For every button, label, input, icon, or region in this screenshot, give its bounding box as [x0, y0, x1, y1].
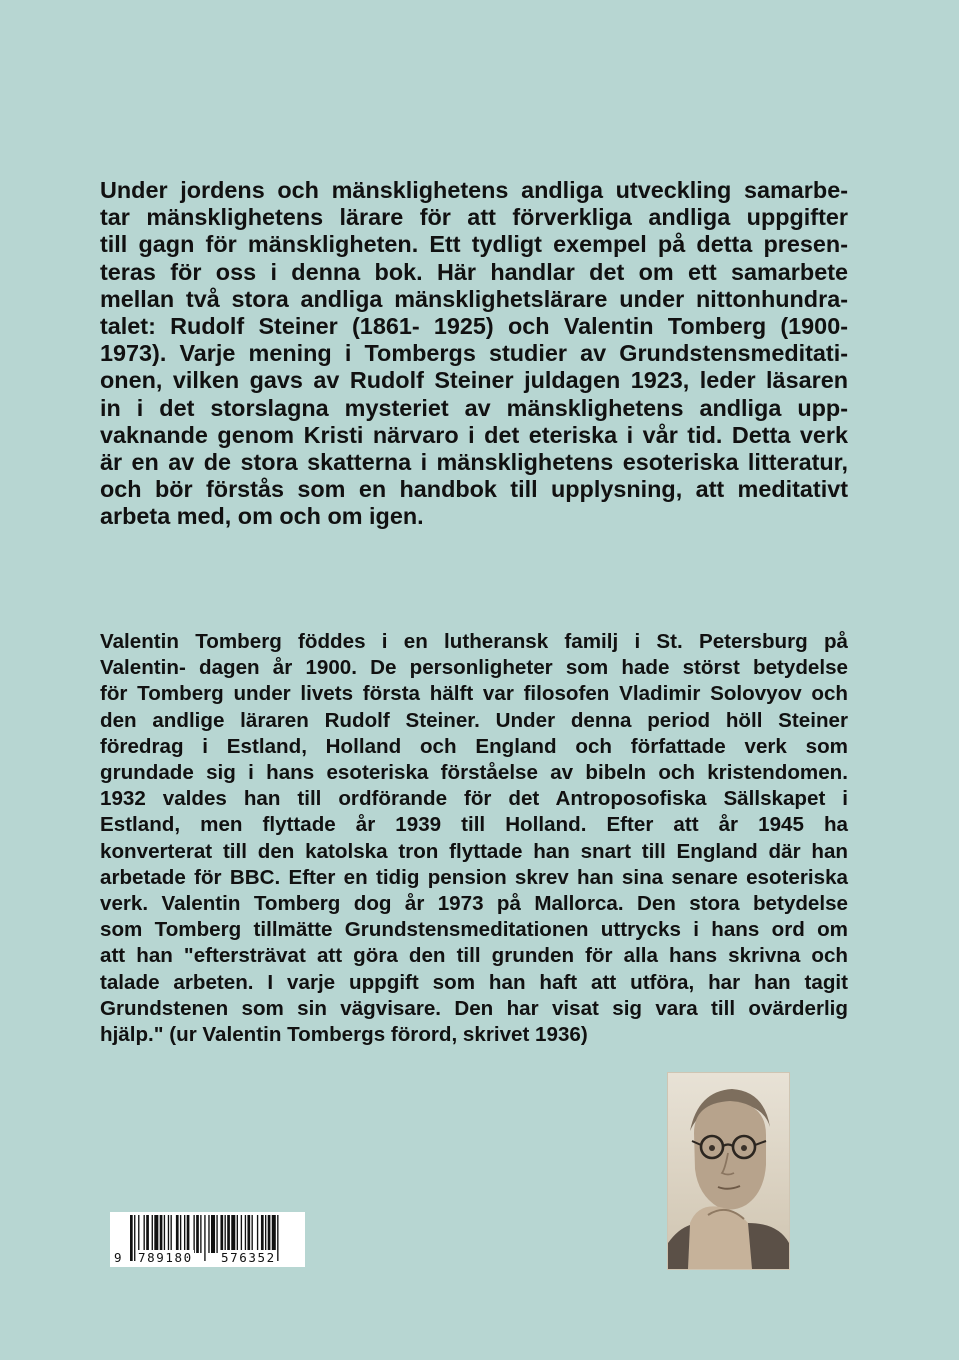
- barcode-bar: [134, 1215, 135, 1261]
- summary-line: 1973). Varje mening i Tombergs studier av Grundstensmeditati-: [100, 340, 848, 367]
- barcode-bar: [176, 1215, 179, 1253]
- barcode-bar: [193, 1215, 194, 1253]
- summary-line: till gagn för mänskligheten. Ett tydligt exempel på detta presen-: [100, 231, 848, 258]
- summary-line: in i det storslagna mysteriet av mänsklighetens andliga upp-: [100, 394, 848, 421]
- barcode-bar: [180, 1215, 181, 1253]
- barcode-bar: [204, 1215, 205, 1261]
- isbn-barcode: [110, 1212, 305, 1267]
- summary-line: arbeta med, om och om igen.: [100, 503, 424, 530]
- barcode-bar: [231, 1215, 235, 1253]
- summary-line: vaknande genom Kristi närvaro i det eteriska i vår tid. Detta verk: [100, 421, 848, 448]
- barcode-bar: [265, 1215, 266, 1253]
- barcode-bar: [152, 1215, 153, 1253]
- barcode-bar: [241, 1215, 242, 1253]
- barcode-bar: [268, 1215, 271, 1253]
- bio-line: Grundstenen som sin vägvisare. Den har visat sig vara till ovärderlig: [100, 996, 848, 1020]
- barcode-bar: [252, 1215, 253, 1253]
- barcode-bar: [146, 1215, 149, 1253]
- barcode-bar: [220, 1215, 223, 1253]
- barcode-bar: [227, 1215, 230, 1253]
- summary-line: Under jordens och mänsklighetens andliga utveckling samarbe-: [100, 177, 848, 203]
- barcode-bar: [130, 1215, 133, 1261]
- barcode-bar: [272, 1215, 276, 1253]
- barcode-bar: [154, 1215, 158, 1253]
- summary-line: och bör förstås som en handbok till upplysning, att meditativt: [100, 476, 848, 503]
- barcode-bar: [225, 1215, 226, 1253]
- summary-paragraph: [100, 177, 848, 531]
- barcode-bar: [257, 1215, 258, 1253]
- bio-line: för Tomberg under livets första hälft var filosofen Vladimir Solovyov och: [100, 682, 848, 706]
- barcode-bar: [216, 1215, 217, 1253]
- barcode-bar: [160, 1215, 163, 1253]
- summary-line: talet: Rudolf Steiner (1861- 1925) och Valentin Tomberg (1900-: [100, 313, 848, 340]
- summary-line: teras för oss i denna bok. Här handlar det om ett samarbete: [100, 258, 848, 285]
- bio-line: talade arbeten. I varje uppgift som han haft att utföra, har han tagit: [100, 970, 848, 994]
- bio-line: Valentin- dagen år 1900. De personligheter som hade störst betydelse: [100, 656, 848, 680]
- bio-line: föredrag i Estland, Holland och England och författade verk som: [100, 734, 848, 758]
- barcode-bar: [245, 1215, 246, 1253]
- barcode-bar: [211, 1215, 215, 1253]
- barcode-bar: [171, 1215, 172, 1253]
- bio-line: arbetade för BBC. Efter en tidig pension skrev han sina senare esoteriska: [100, 865, 848, 889]
- summary-line: är en av de stora skatterna i mänsklighetens esoteriska litteratur,: [100, 449, 848, 476]
- bio-line: konverterat till den katolska tron flyttade han snart till England där han: [100, 839, 848, 863]
- barcode-bar: [144, 1215, 145, 1253]
- author-bio-paragraph: [100, 629, 848, 1048]
- barcode-group-2: 576352: [221, 1250, 276, 1265]
- barcode-bar: [208, 1215, 209, 1253]
- bio-line: den andlige läraren Rudolf Steiner. Under denna period höll Steiner: [100, 708, 848, 732]
- barcode-lead-digit: 9: [114, 1250, 124, 1265]
- summary-line: onen, vilken gavs av Rudolf Steiner juldagen 1923, leder läsaren: [100, 367, 848, 394]
- bio-line: som Tomberg tillmätte Grundstensmeditationen uttrycks i hans ord om: [100, 918, 848, 942]
- summary-line: tar mänsklighetens lärare för att förverkliga andliga uppgifter: [100, 204, 848, 231]
- barcode-bar: [138, 1215, 139, 1253]
- barcode-bar: [237, 1215, 238, 1253]
- barcode-bar: [261, 1215, 264, 1253]
- bio-line: hjälp." (ur Valentin Tombergs förord, skrivet 1936): [100, 1023, 588, 1047]
- bio-line: Estland, men flyttade år 1939 till Holland. Efter att år 1945 ha: [100, 813, 848, 837]
- author-portrait: [668, 1073, 789, 1269]
- barcode-bar: [184, 1215, 185, 1253]
- barcode-bar: [200, 1215, 201, 1253]
- barcode-bar: [168, 1215, 169, 1253]
- bio-line: 1932 valdes han till ordförande för det Antroposofiska Sällskapet i: [100, 787, 848, 811]
- barcode-group-1: 789180: [138, 1250, 193, 1265]
- portrait-photo-icon: [668, 1073, 789, 1269]
- bio-line: Valentin Tomberg föddes i en lutheransk familj i St. Petersburg på: [100, 630, 848, 653]
- barcode-bar: [187, 1215, 190, 1253]
- summary-line: mellan två stora andliga mänsklighetslärare under nittonhundra-: [100, 285, 848, 312]
- bio-line: verk. Valentin Tomberg dog år 1973 på Mallorca. Den stora betydelse: [100, 892, 848, 916]
- barcode-bar: [277, 1215, 278, 1261]
- barcode-bar: [164, 1215, 165, 1253]
- barcode-bar: [247, 1215, 250, 1253]
- barcode-bar: [196, 1215, 199, 1253]
- bio-line: att han "eftersträvat att göra den till grunden för alla hans skrivna och: [100, 944, 848, 968]
- bio-line: grundade sig i hans esoteriska förståelse av bibeln och kristendomen.: [100, 761, 848, 785]
